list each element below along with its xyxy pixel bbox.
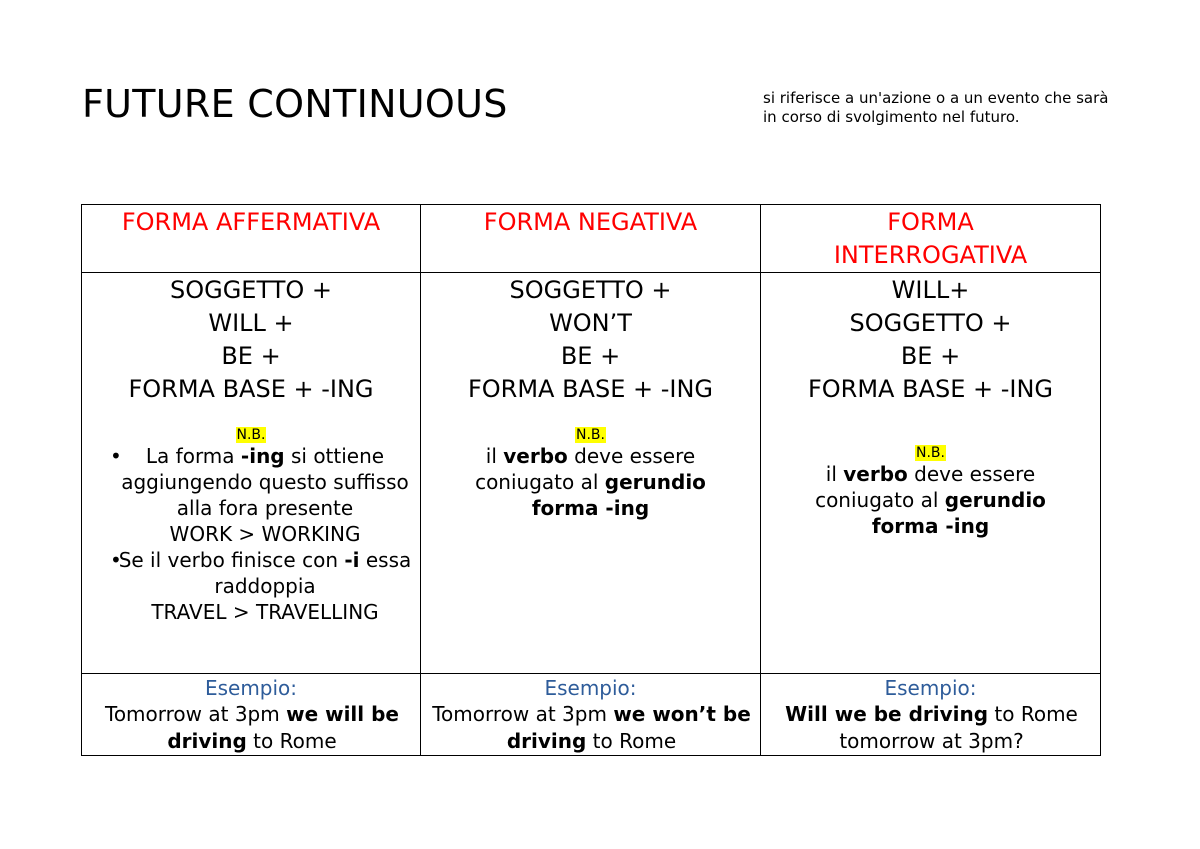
example-label: Esempio: [204,676,298,700]
example-cell-negativa [421,674,761,756]
example-sentence: Tomorrow at 3pm we will be driving to Rome [105,702,399,753]
formula-line: WILL + [208,309,294,337]
tenses-table [81,204,1101,756]
rule-example: WORK > WORKING [169,522,361,546]
note-negativa: il verbo deve essere coniugato al gerundio forma -ing [475,444,706,520]
formula-line: WILL+ [891,276,970,304]
formula-line: WON’T [549,309,632,337]
example-sentence: Tomorrow at 3pm we won’t be driving to Rome [432,702,751,753]
formula-line: FORMA BASE + -ING [467,375,714,403]
header-cell-affermativa [82,205,421,273]
example-label: Esempio: [884,676,977,700]
formula-row [82,273,1101,674]
note-interrogativa: il verbo deve essere coniugato al gerundio forma -ing [815,462,1046,538]
formula-line: FORMA BASE + -ING [807,375,1054,403]
heading-interrogativa: FORMA INTERROGATIVA [833,208,1028,269]
formula-cell-interrogativa [761,273,1101,674]
header-row [82,205,1101,273]
formula-line: BE + [560,342,621,370]
formula-negativa [427,274,754,406]
nb-highlight: N.B. [236,427,266,443]
rule-example: TRAVEL > TRAVELLING [151,600,379,624]
nb-highlight: N.B. [576,427,605,443]
formula-affermativa [88,274,414,406]
nb-highlight: N.B. [916,445,945,461]
formula-cell-negativa [421,273,761,674]
example-label: Esempio: [544,676,637,700]
rule-item: • Se il verbo finisce con -i essa raddoppia TRAVEL > TRAVELLING [116,547,414,625]
example-row [82,674,1101,756]
formula-line: FORMA BASE + -ING [128,375,374,403]
example-cell-interrogativa [761,674,1101,756]
rule-item: • La forma -ing si ottiene aggiungendo questo suffisso alla fora presente WORK > WORKING [116,443,414,547]
example-cell-affermativa [82,674,421,756]
heading-affermativa: FORMA AFFERMATIVA [121,208,381,236]
page-description: si riferisce a un'azione o a un evento che sarà in corso di svolgimento nel futuro. [763,89,1109,126]
formula-cell-affermativa [82,273,421,674]
formula-line: SOGGETTO + [509,276,672,304]
rules-list [88,443,414,625]
formula-interrogativa [767,274,1094,406]
header-cell-interrogativa [761,205,1101,273]
formula-line: SOGGETTO + [849,309,1012,337]
heading-negativa: FORMA NEGATIVA [483,208,698,236]
header-cell-negativa [421,205,761,273]
page-title: FUTURE CONTINUOUS [82,82,508,126]
formula-line: BE + [221,342,281,370]
formula-line: SOGGETTO + [169,276,332,304]
formula-line: BE + [900,342,961,370]
example-sentence: Will we be driving to Rome tomorrow at 3pm? [785,702,1078,753]
